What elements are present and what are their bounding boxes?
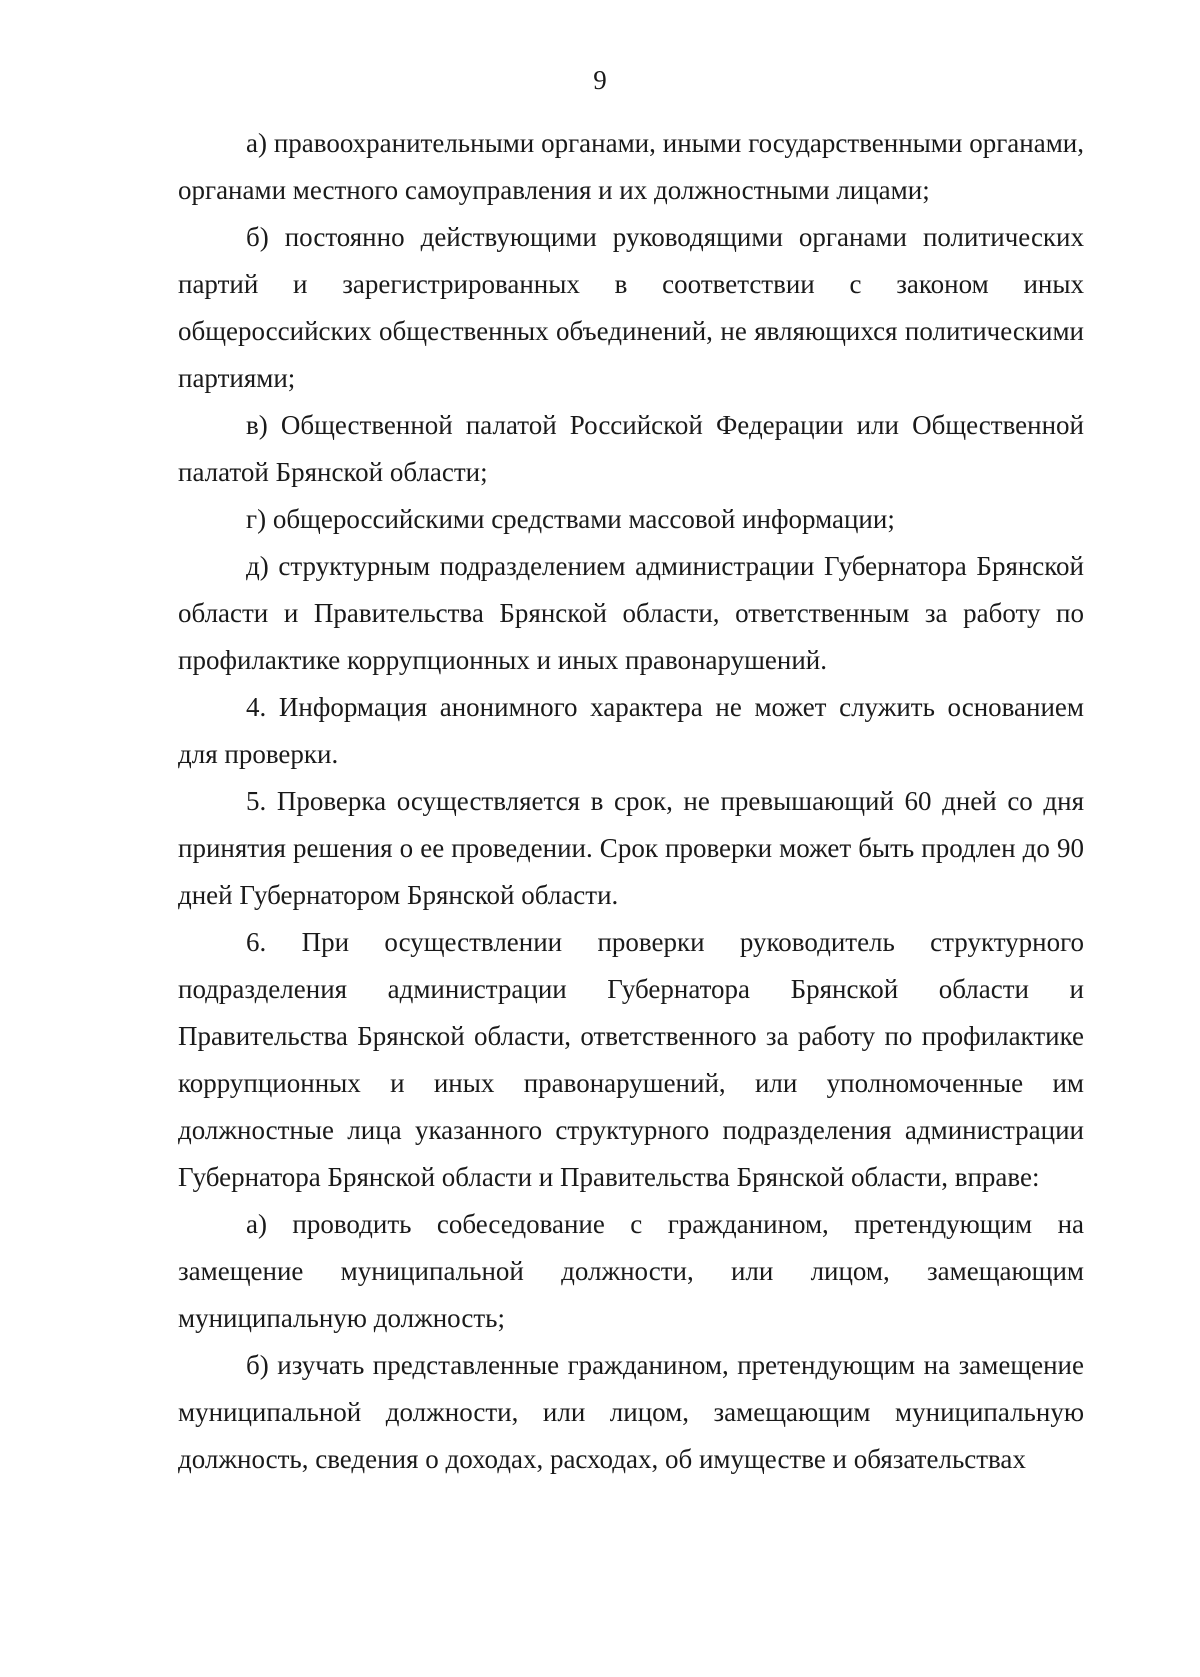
paragraph-clause-6: 6. При осуществлении проверки руководитель структурного подразделения администрации Губернатора Брянской области и Правительства Брянской области, ответственного за работу по профилактике коррупционных и иных правонарушений, или уполномоченные им должностные лица указанного структурного подразделения администрации Губернатора Брянской области и Правительства Брянской области, вправе:	[178, 927, 1084, 1192]
paragraph-clause-5: 5. Проверка осуществляется в срок, не превышающий 60 дней со дня принятия решения о ее проведении. Срок проверки может быть продлен до 90 дней Губернатором Брянской области.	[178, 786, 1084, 910]
paragraph-item-d-structural-unit: д) структурным подразделением администрации Губернатора Брянской области и Правительства Брянской области, ответственным за работу по профилактике коррупционных и иных правонарушений.	[178, 551, 1084, 675]
paragraph-clause-6-item-b: б) изучать представленные гражданином, претендующим на замещение муниципальной должности, или лицом, замещающим муниципальную должность, сведения о доходах, расходах, об имуществе и обязательствах	[178, 1350, 1084, 1474]
paragraph-item-g-mass-media: г) общероссийскими средствами массовой информации;	[246, 504, 895, 534]
paragraph-item-b-political-parties: б) постоянно действующими руководящими органами политических партий и зарегистрированных в соответствии с законом иных общероссийских общественных объединений, не являющихся политическими партиями;	[178, 222, 1084, 393]
paragraph-clause-4: 4. Информация анонимного характера не может служить основанием для проверки.	[178, 692, 1084, 769]
paragraph-clause-6-item-a: а) проводить собеседование с гражданином, претендующим на замещение муниципальной должности, или лицом, замещающим муниципальную должность;	[178, 1209, 1084, 1333]
document-body	[178, 120, 1084, 1483]
page-number: 9	[593, 65, 607, 95]
paragraph-item-a-law-enforcement: а) правоохранительными органами, иными государственными органами, органами местного самоуправления и их должностными лицами;	[178, 128, 1084, 205]
paragraph-item-v-public-chamber: в) Общественной палатой Российской Федерации или Общественной палатой Брянской области;	[178, 410, 1084, 487]
